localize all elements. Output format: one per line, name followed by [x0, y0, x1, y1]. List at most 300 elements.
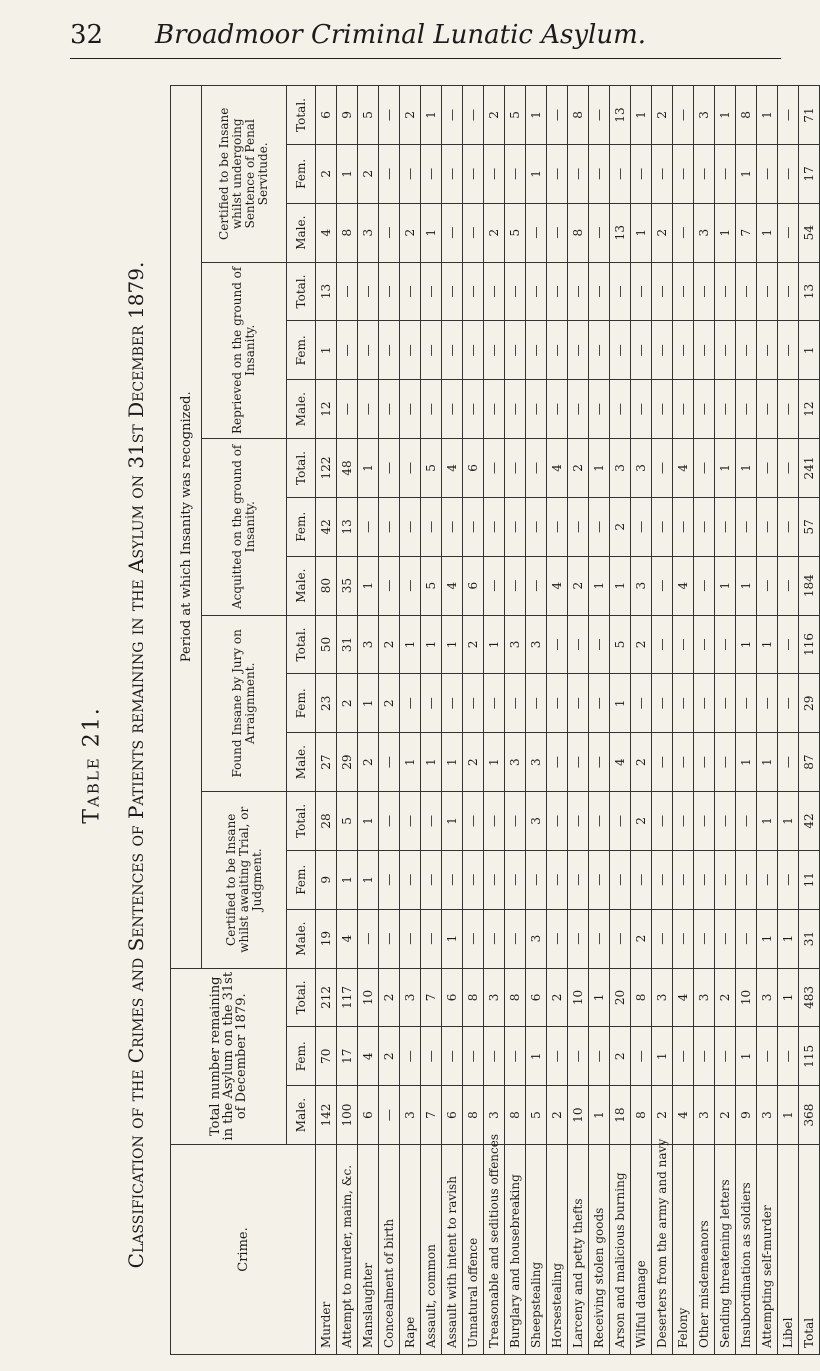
subheader-total: Total. — [287, 86, 316, 145]
value-cell: — — [778, 615, 799, 674]
value-cell: 13 — [316, 262, 337, 321]
value-cell: — — [421, 1027, 442, 1086]
value-cell: — — [589, 674, 610, 733]
value-cell: — — [778, 674, 799, 733]
value-cell: — — [400, 909, 421, 968]
value-cell: — — [379, 497, 400, 556]
value-cell: — — [379, 792, 400, 851]
value-cell: 28 — [316, 792, 337, 851]
value-cell: 2 — [379, 1027, 400, 1086]
value-cell: — — [442, 144, 463, 203]
value-cell: 1 — [736, 439, 757, 498]
value-cell: 4 — [673, 439, 694, 498]
value-cell: 6 — [463, 556, 484, 615]
value-cell: — — [589, 733, 610, 792]
value-cell: 1 — [337, 850, 358, 909]
value-cell: — — [358, 497, 379, 556]
value-cell: 184 — [799, 556, 820, 615]
value-cell: — — [694, 850, 715, 909]
table-row — [589, 86, 610, 1355]
value-cell: 3 — [484, 1086, 505, 1145]
crime-cell: Larceny and petty thefts — [568, 1145, 589, 1355]
value-cell: — — [379, 144, 400, 203]
value-cell: 2 — [652, 1086, 673, 1145]
value-cell: 57 — [799, 497, 820, 556]
value-cell: 9 — [316, 850, 337, 909]
value-cell: 1 — [526, 1027, 547, 1086]
value-cell: 2 — [547, 968, 568, 1027]
value-cell: — — [526, 850, 547, 909]
value-cell: 5 — [421, 439, 442, 498]
value-cell: 115 — [799, 1027, 820, 1086]
value-cell: — — [568, 497, 589, 556]
value-cell: 13 — [610, 86, 631, 145]
value-cell: — — [631, 850, 652, 909]
value-cell: — — [421, 674, 442, 733]
value-cell: 1 — [778, 1086, 799, 1145]
value-cell: 50 — [316, 615, 337, 674]
crime-cell: Attempt to murder, maim, &c. — [337, 1145, 358, 1355]
value-cell: — — [568, 615, 589, 674]
value-cell: — — [757, 497, 778, 556]
subheader-male: Male. — [287, 380, 316, 439]
value-cell: — — [568, 674, 589, 733]
value-cell: — — [400, 439, 421, 498]
value-cell: — — [652, 380, 673, 439]
value-cell: — — [358, 909, 379, 968]
value-cell: — — [694, 380, 715, 439]
crime-cell: Receiving stolen goods — [589, 1145, 610, 1355]
value-cell: — — [379, 1086, 400, 1145]
value-cell: 6 — [463, 439, 484, 498]
table-row — [421, 86, 442, 1355]
value-cell: — — [652, 321, 673, 380]
value-cell: 3 — [484, 968, 505, 1027]
value-cell: 35 — [337, 556, 358, 615]
value-cell: — — [526, 674, 547, 733]
value-cell: — — [610, 380, 631, 439]
value-cell: — — [484, 556, 505, 615]
value-cell: — — [778, 733, 799, 792]
value-cell: — — [421, 497, 442, 556]
value-cell: 7 — [421, 968, 442, 1027]
value-cell: — — [673, 144, 694, 203]
value-cell: 80 — [316, 556, 337, 615]
value-cell: 1 — [589, 439, 610, 498]
value-cell: 4 — [547, 556, 568, 615]
value-cell: — — [400, 321, 421, 380]
value-cell: — — [694, 792, 715, 851]
value-cell: — — [547, 792, 568, 851]
value-cell: — — [505, 909, 526, 968]
value-cell: 1 — [526, 144, 547, 203]
value-cell: — — [421, 909, 442, 968]
period-header: Period at which Insanity was recognized. — [171, 86, 202, 969]
value-cell: 1 — [316, 321, 337, 380]
value-cell: — — [652, 439, 673, 498]
value-cell: — — [568, 321, 589, 380]
value-cell: — — [652, 733, 673, 792]
subheader-male: Male. — [287, 1086, 316, 1145]
subheader-total: Total. — [287, 439, 316, 498]
value-cell: — — [736, 909, 757, 968]
value-cell: 1 — [484, 615, 505, 674]
value-cell: 1 — [757, 909, 778, 968]
table-region — [170, 85, 816, 1355]
value-cell: — — [505, 439, 526, 498]
value-cell: 4 — [442, 439, 463, 498]
value-cell: 12 — [316, 380, 337, 439]
value-cell: — — [694, 733, 715, 792]
value-cell: 3 — [526, 792, 547, 851]
value-cell: 27 — [316, 733, 337, 792]
crime-cell: Attempting self-murder — [757, 1145, 778, 1355]
value-cell: — — [463, 203, 484, 262]
value-cell: — — [715, 321, 736, 380]
value-cell: 7 — [736, 203, 757, 262]
value-cell: 3 — [652, 968, 673, 1027]
value-cell: 1 — [442, 615, 463, 674]
value-cell: 2 — [568, 556, 589, 615]
value-cell: 2 — [652, 86, 673, 145]
value-cell: — — [715, 262, 736, 321]
table-row — [337, 86, 358, 1355]
value-cell: — — [736, 674, 757, 733]
crime-cell: Assault, common — [421, 1145, 442, 1355]
value-cell: 3 — [694, 203, 715, 262]
value-cell: — — [715, 674, 736, 733]
value-cell: — — [757, 439, 778, 498]
value-cell: 13 — [799, 262, 820, 321]
value-cell: — — [778, 380, 799, 439]
value-cell: 5 — [421, 556, 442, 615]
value-cell: — — [526, 439, 547, 498]
value-cell: 1 — [778, 909, 799, 968]
value-cell: — — [484, 144, 505, 203]
value-cell: — — [547, 674, 568, 733]
value-cell: — — [778, 850, 799, 909]
crime-cell: Burglary and housebreaking — [505, 1145, 526, 1355]
crimes-sentences-table — [170, 85, 820, 1355]
table-row — [694, 86, 715, 1355]
value-cell: 2 — [610, 1027, 631, 1086]
value-cell: — — [736, 321, 757, 380]
value-cell: — — [568, 909, 589, 968]
value-cell: 8 — [631, 1086, 652, 1145]
value-cell: — — [568, 733, 589, 792]
crime-cell: Insubordination as soldiers — [736, 1145, 757, 1355]
value-cell: — — [526, 497, 547, 556]
value-cell: — — [484, 792, 505, 851]
value-cell: — — [715, 380, 736, 439]
value-cell: — — [631, 380, 652, 439]
value-cell: — — [589, 909, 610, 968]
value-cell: — — [757, 321, 778, 380]
table-row — [358, 86, 379, 1355]
value-cell: — — [337, 380, 358, 439]
value-cell: — — [463, 144, 484, 203]
value-cell: 5 — [505, 203, 526, 262]
value-cell: — — [484, 439, 505, 498]
value-cell: — — [400, 497, 421, 556]
value-cell: — — [379, 262, 400, 321]
value-cell: 5 — [358, 86, 379, 145]
page-header — [0, 0, 801, 70]
value-cell: — — [568, 144, 589, 203]
crime-cell: Arson and malicious burning — [610, 1145, 631, 1355]
value-cell: 1 — [757, 203, 778, 262]
value-cell: 2 — [358, 144, 379, 203]
value-cell: 3 — [631, 556, 652, 615]
value-cell: — — [589, 1027, 610, 1086]
value-cell: — — [715, 850, 736, 909]
value-cell: — — [757, 674, 778, 733]
value-cell: 3 — [358, 203, 379, 262]
value-cell: 2 — [337, 674, 358, 733]
value-cell: — — [589, 203, 610, 262]
value-cell: — — [589, 850, 610, 909]
value-cell: — — [400, 144, 421, 203]
value-cell: — — [358, 380, 379, 439]
subheader-male: Male. — [287, 556, 316, 615]
value-cell: — — [631, 497, 652, 556]
value-cell: — — [715, 733, 736, 792]
value-cell: — — [673, 321, 694, 380]
value-cell: — — [400, 1027, 421, 1086]
value-cell: — — [379, 556, 400, 615]
table-row — [547, 86, 568, 1355]
value-cell: 241 — [799, 439, 820, 498]
value-cell: 87 — [799, 733, 820, 792]
value-cell: 2 — [631, 792, 652, 851]
value-cell: 9 — [736, 1086, 757, 1145]
crime-cell: Sending threatening letters — [715, 1145, 736, 1355]
value-cell: 8 — [337, 203, 358, 262]
value-cell: 6 — [316, 86, 337, 145]
value-cell: — — [736, 380, 757, 439]
value-cell: — — [505, 556, 526, 615]
value-cell: — — [778, 144, 799, 203]
value-cell: 2 — [358, 733, 379, 792]
value-cell: — — [547, 909, 568, 968]
value-cell: 3 — [757, 1086, 778, 1145]
value-cell: — — [337, 321, 358, 380]
value-cell: — — [379, 733, 400, 792]
value-cell: — — [547, 86, 568, 145]
value-cell: — — [526, 203, 547, 262]
value-cell: 2 — [484, 86, 505, 145]
value-cell: — — [505, 1027, 526, 1086]
crime-cell: Felony — [673, 1145, 694, 1355]
table-row — [631, 86, 652, 1355]
value-cell: — — [631, 674, 652, 733]
value-cell: 1 — [589, 968, 610, 1027]
subheader-fem: Fem. — [287, 674, 316, 733]
crime-cell: Concealment of birth — [379, 1145, 400, 1355]
value-cell: 8 — [631, 968, 652, 1027]
value-cell: — — [652, 497, 673, 556]
value-cell: — — [547, 615, 568, 674]
value-cell: 1 — [757, 615, 778, 674]
value-cell: — — [379, 321, 400, 380]
value-cell: — — [379, 380, 400, 439]
value-cell: — — [400, 674, 421, 733]
table-row — [400, 86, 421, 1355]
value-cell: 1 — [442, 909, 463, 968]
value-cell: — — [589, 144, 610, 203]
value-cell: 3 — [631, 439, 652, 498]
value-cell: — — [463, 86, 484, 145]
value-cell: — — [694, 1027, 715, 1086]
value-cell: 8 — [505, 1086, 526, 1145]
value-cell: — — [757, 144, 778, 203]
value-cell: — — [463, 321, 484, 380]
value-cell: — — [694, 615, 715, 674]
value-cell: — — [484, 321, 505, 380]
value-cell: 5 — [610, 615, 631, 674]
value-cell: 1 — [442, 733, 463, 792]
total-row — [799, 86, 820, 1355]
value-cell: 5 — [337, 792, 358, 851]
value-cell: — — [421, 380, 442, 439]
value-cell: 5 — [505, 86, 526, 145]
value-cell: — — [736, 792, 757, 851]
value-cell: — — [400, 850, 421, 909]
value-cell: — — [673, 909, 694, 968]
table-row — [379, 86, 400, 1355]
value-cell: 1 — [358, 850, 379, 909]
value-cell: 10 — [568, 1086, 589, 1145]
value-cell: — — [358, 321, 379, 380]
value-cell: — — [484, 262, 505, 321]
value-cell: — — [463, 497, 484, 556]
value-cell: 2 — [631, 909, 652, 968]
table-row — [610, 86, 631, 1355]
value-cell: — — [715, 1027, 736, 1086]
running-title: Broadmoor Criminal Lunatic Asylum. — [154, 20, 647, 50]
value-cell: — — [463, 850, 484, 909]
value-cell: — — [547, 144, 568, 203]
value-cell: — — [652, 615, 673, 674]
value-cell: 1 — [421, 203, 442, 262]
table-row — [526, 86, 547, 1355]
value-cell: 368 — [799, 1086, 820, 1145]
value-cell: 1 — [631, 86, 652, 145]
value-cell: 1 — [421, 615, 442, 674]
value-cell: — — [673, 86, 694, 145]
crime-cell: Libel — [778, 1145, 799, 1355]
value-cell: — — [673, 380, 694, 439]
value-cell: 3 — [400, 1086, 421, 1145]
value-cell: 8 — [568, 203, 589, 262]
table-label: Table 21. — [79, 706, 105, 824]
value-cell: — — [757, 1027, 778, 1086]
value-cell: — — [589, 615, 610, 674]
value-cell: 2 — [631, 615, 652, 674]
value-cell: 1 — [442, 792, 463, 851]
value-cell: — — [421, 262, 442, 321]
value-cell: 8 — [568, 86, 589, 145]
table-row — [442, 86, 463, 1355]
table-row — [505, 86, 526, 1355]
value-cell: — — [442, 321, 463, 380]
value-cell: 6 — [358, 1086, 379, 1145]
value-cell: 20 — [610, 968, 631, 1027]
value-cell: 1 — [358, 792, 379, 851]
subheader-fem: Fem. — [287, 321, 316, 380]
value-cell: 1 — [715, 203, 736, 262]
value-cell: — — [652, 144, 673, 203]
table-row — [673, 86, 694, 1355]
value-cell: — — [421, 792, 442, 851]
value-cell: — — [673, 497, 694, 556]
value-cell: — — [463, 674, 484, 733]
value-cell: — — [484, 909, 505, 968]
table-row — [568, 86, 589, 1355]
value-cell: — — [484, 674, 505, 733]
value-cell: — — [547, 850, 568, 909]
value-cell: 116 — [799, 615, 820, 674]
value-cell: — — [610, 262, 631, 321]
value-cell: — — [421, 321, 442, 380]
value-cell: — — [421, 144, 442, 203]
value-cell: — — [547, 733, 568, 792]
crime-cell: Unnatural offence — [463, 1145, 484, 1355]
table-row — [715, 86, 736, 1355]
value-cell: — — [589, 86, 610, 145]
value-cell: 1 — [484, 733, 505, 792]
value-cell: 23 — [316, 674, 337, 733]
value-cell: 2 — [463, 733, 484, 792]
value-cell: — — [526, 262, 547, 321]
value-cell: — — [505, 497, 526, 556]
value-cell: — — [736, 262, 757, 321]
value-cell: — — [568, 262, 589, 321]
value-cell: 8 — [736, 86, 757, 145]
value-cell: 122 — [316, 439, 337, 498]
table-row — [757, 86, 778, 1355]
value-cell: — — [400, 556, 421, 615]
value-cell: — — [379, 439, 400, 498]
value-cell: — — [589, 792, 610, 851]
value-cell: 1 — [610, 556, 631, 615]
value-cell: 3 — [505, 615, 526, 674]
crime-cell: Treasonable and seditious offences — [484, 1145, 505, 1355]
value-cell: 8 — [463, 1086, 484, 1145]
value-cell: 12 — [799, 380, 820, 439]
value-cell: — — [589, 321, 610, 380]
value-cell: — — [379, 203, 400, 262]
subheader-fem: Fem. — [287, 850, 316, 909]
value-cell: 3 — [610, 439, 631, 498]
value-cell: 2 — [400, 203, 421, 262]
value-cell: — — [505, 792, 526, 851]
crime-cell: Deserters from the army and navy — [652, 1145, 673, 1355]
value-cell: 3 — [694, 1086, 715, 1145]
value-cell: 3 — [694, 86, 715, 145]
value-cell: 31 — [799, 909, 820, 968]
value-cell: — — [547, 497, 568, 556]
value-cell: — — [673, 792, 694, 851]
value-cell: 2 — [652, 203, 673, 262]
table-caption: Classification of the Crimes and Sentences of Patients remaining in the Asylum on 31st December 1879. — [124, 261, 148, 1269]
value-cell: 2 — [715, 1086, 736, 1145]
value-cell: 1 — [757, 733, 778, 792]
value-cell: 31 — [337, 615, 358, 674]
value-cell: — — [631, 1027, 652, 1086]
value-cell: — — [526, 556, 547, 615]
value-cell: 3 — [358, 615, 379, 674]
